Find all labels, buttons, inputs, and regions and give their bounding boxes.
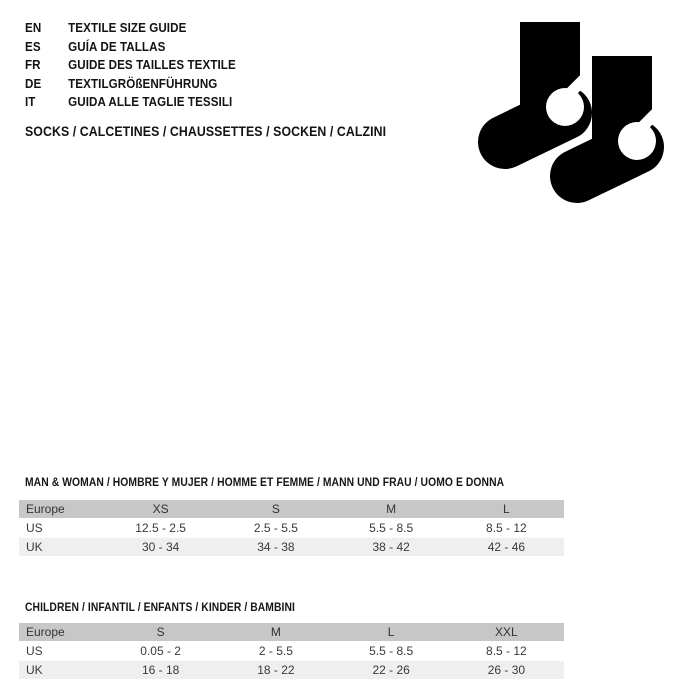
language-label: GUIDA ALLE TAGLIE TESSILI <box>68 94 233 109</box>
size-range-cell: 18 - 22 <box>218 660 333 679</box>
size-range-cell: 5.5 - 8.5 <box>334 518 449 537</box>
language-code: ES <box>25 38 41 54</box>
region-cell: US <box>19 641 103 660</box>
size-range-cell: 8.5 - 12 <box>449 641 564 660</box>
language-code: IT <box>25 94 36 109</box>
category-title: SOCKS / CALCETINES / CHAUSSETTES / SOCKEN / CALZINI <box>25 123 387 139</box>
language-row-fr <box>25 56 236 75</box>
table-row-us <box>19 641 564 660</box>
language-row-it <box>25 93 236 112</box>
size-range-cell: 5.5 - 8.5 <box>334 641 449 660</box>
size-range-cell: 8.5 - 12 <box>449 518 564 537</box>
language-code: FR <box>25 57 41 72</box>
man-woman-table-title: MAN & WOMAN / HOMBRE Y MUJER / HOMME ET FEMME / MANN UND FRAU / UOMO E DONNA <box>25 475 505 489</box>
socks-icon <box>470 15 670 215</box>
size-range-cell: 12.5 - 2.5 <box>103 518 218 537</box>
language-label: GUÍA DE TALLAS <box>68 38 166 54</box>
column-header-size: L <box>334 623 449 641</box>
region-cell: UK <box>19 537 103 556</box>
column-header-size: XS <box>103 500 218 518</box>
table-header-row <box>19 623 564 641</box>
table-row-uk <box>19 660 564 679</box>
region-cell: US <box>19 518 103 537</box>
language-label: GUIDE DES TAILLES TEXTILE <box>68 57 236 72</box>
size-range-cell: 38 - 42 <box>334 537 449 556</box>
language-row-de <box>25 75 236 94</box>
man-woman-size-table <box>19 500 564 556</box>
column-header-europe: Europe <box>19 500 103 518</box>
language-label: TEXTILE SIZE GUIDE <box>68 20 187 35</box>
language-row-es <box>25 38 236 57</box>
language-code: EN <box>25 20 42 35</box>
column-header-size: M <box>334 500 449 518</box>
column-header-size: M <box>218 623 333 641</box>
size-range-cell: 26 - 30 <box>449 660 564 679</box>
language-row-en <box>25 19 236 38</box>
sock-icon <box>505 22 589 142</box>
column-header-size: S <box>218 500 333 518</box>
children-table-title: CHILDREN / INFANTIL / ENFANTS / KINDER / BAMBINI <box>25 600 295 614</box>
column-header-europe: Europe <box>19 623 103 641</box>
column-header-size: L <box>449 500 564 518</box>
size-range-cell: 42 - 46 <box>449 537 564 556</box>
table-header-row <box>19 500 564 518</box>
size-range-cell: 2.5 - 5.5 <box>218 518 333 537</box>
language-list <box>25 19 236 112</box>
children-size-table <box>19 623 564 679</box>
table-row-uk <box>19 537 564 556</box>
size-range-cell: 30 - 34 <box>103 537 218 556</box>
size-range-cell: 22 - 26 <box>334 660 449 679</box>
column-header-size: S <box>103 623 218 641</box>
language-label: TEXTILGRÖßENFÜHRUNG <box>68 75 218 91</box>
size-range-cell: 2 - 5.5 <box>218 641 333 660</box>
size-range-cell: 34 - 38 <box>218 537 333 556</box>
size-range-cell: 0.05 - 2 <box>103 641 218 660</box>
table-row-us <box>19 518 564 537</box>
size-range-cell: 16 - 18 <box>103 660 218 679</box>
region-cell: UK <box>19 660 103 679</box>
column-header-size: XXL <box>449 623 564 641</box>
language-code: DE <box>25 75 42 91</box>
